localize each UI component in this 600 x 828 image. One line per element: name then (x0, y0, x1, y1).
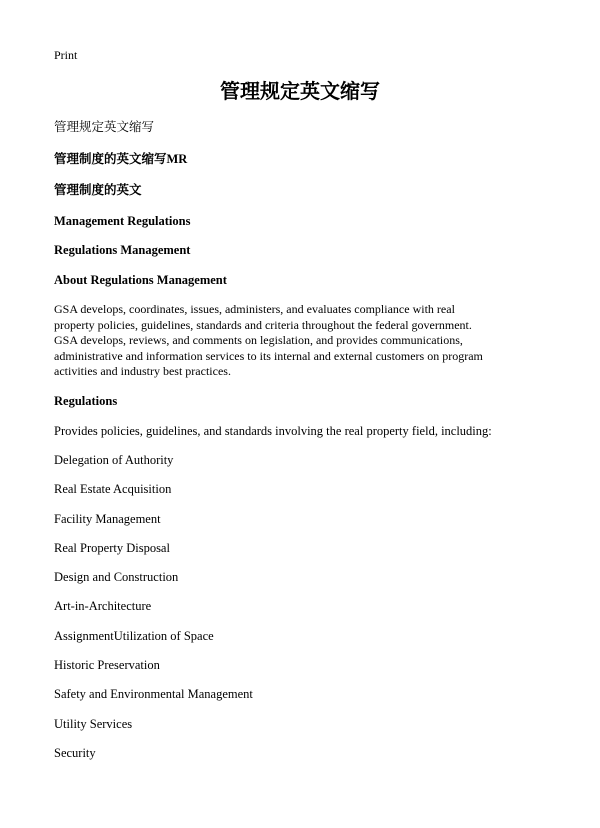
about-paragraph-line: GSA develops, coordinates, issues, administers, and evaluates compliance with real (54, 302, 455, 316)
regulation-item: AssignmentUtilization of Space (54, 629, 214, 643)
regulation-item: Design and Construction (54, 570, 179, 584)
regulation-item: Historic Preservation (54, 658, 160, 672)
heading-about-regulations: About Regulations Management (54, 273, 227, 287)
heading-regulations-management: Regulations Management (54, 243, 191, 257)
heading-english: 管理制度的英文 (54, 183, 142, 197)
regulation-item: Utility Services (54, 717, 133, 731)
heading-abbreviation: 管理制度的英文缩写MR (54, 152, 188, 166)
regulation-item: Real Property Disposal (54, 541, 170, 555)
heading-regulations: Regulations (54, 394, 118, 408)
document-subtitle: 管理规定英文缩写 (54, 120, 155, 134)
heading-management-regulations: Management Regulations (54, 214, 191, 228)
about-paragraph-line: GSA develops, reviews, and comments on legislation, and provides communications, (54, 333, 463, 348)
regulation-item: Facility Management (54, 512, 161, 526)
about-paragraph-line: activities and industry best practices. (54, 364, 231, 379)
regulation-item: Safety and Environmental Management (54, 687, 253, 701)
regulations-intro: Provides policies, guidelines, and standards involving the real property field, including: (54, 424, 492, 438)
regulation-item: Delegation of Authority (54, 453, 174, 467)
about-paragraph-line: property policies, guidelines, standards and criteria throughout the federal government. (54, 317, 472, 332)
about-paragraph-line: administrative and information services to its internal and external customers on program (54, 348, 483, 363)
regulation-item: Security (54, 746, 96, 760)
about-paragraph (54, 302, 546, 380)
regulation-item: Art-in-Architecture (54, 599, 152, 613)
document-title: 管理规定英文缩写 (220, 81, 380, 103)
regulation-item: Real Estate Acquisition (54, 482, 172, 496)
print-link[interactable]: Print (54, 48, 78, 62)
